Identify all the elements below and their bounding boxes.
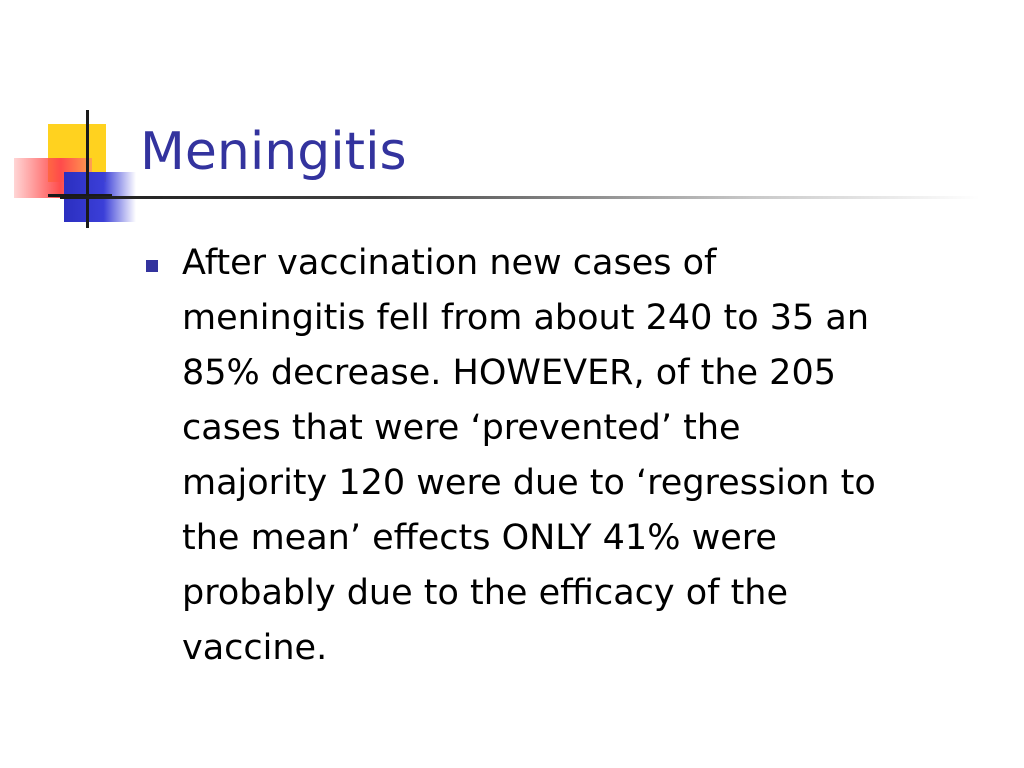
square-bullet-icon <box>146 260 158 272</box>
slide-logo-icon <box>12 108 152 232</box>
bullet-line: vaccine. <box>182 628 328 668</box>
bullet-line: majority 120 were due to ‘regression to <box>182 463 876 503</box>
bullet-line: meningitis fell from about 240 to 35 an <box>182 298 870 338</box>
bullet-item <box>146 236 986 676</box>
bullet-line: 85% decrease. HOWEVER, of the 205 <box>182 353 836 393</box>
title-underline <box>60 196 980 199</box>
bullet-line: probably due to the efficacy of the <box>182 573 789 613</box>
bullet-line: cases that were ‘prevented’ the <box>182 408 741 448</box>
bullet-text <box>182 236 982 676</box>
slide-body <box>146 236 986 676</box>
logo-vertical-line <box>86 110 89 228</box>
slide-title: Meningitis <box>140 122 407 182</box>
bullet-line: the mean’ effects ONLY 41% were <box>182 518 777 558</box>
bullet-line: After vaccination new cases of <box>182 243 717 283</box>
